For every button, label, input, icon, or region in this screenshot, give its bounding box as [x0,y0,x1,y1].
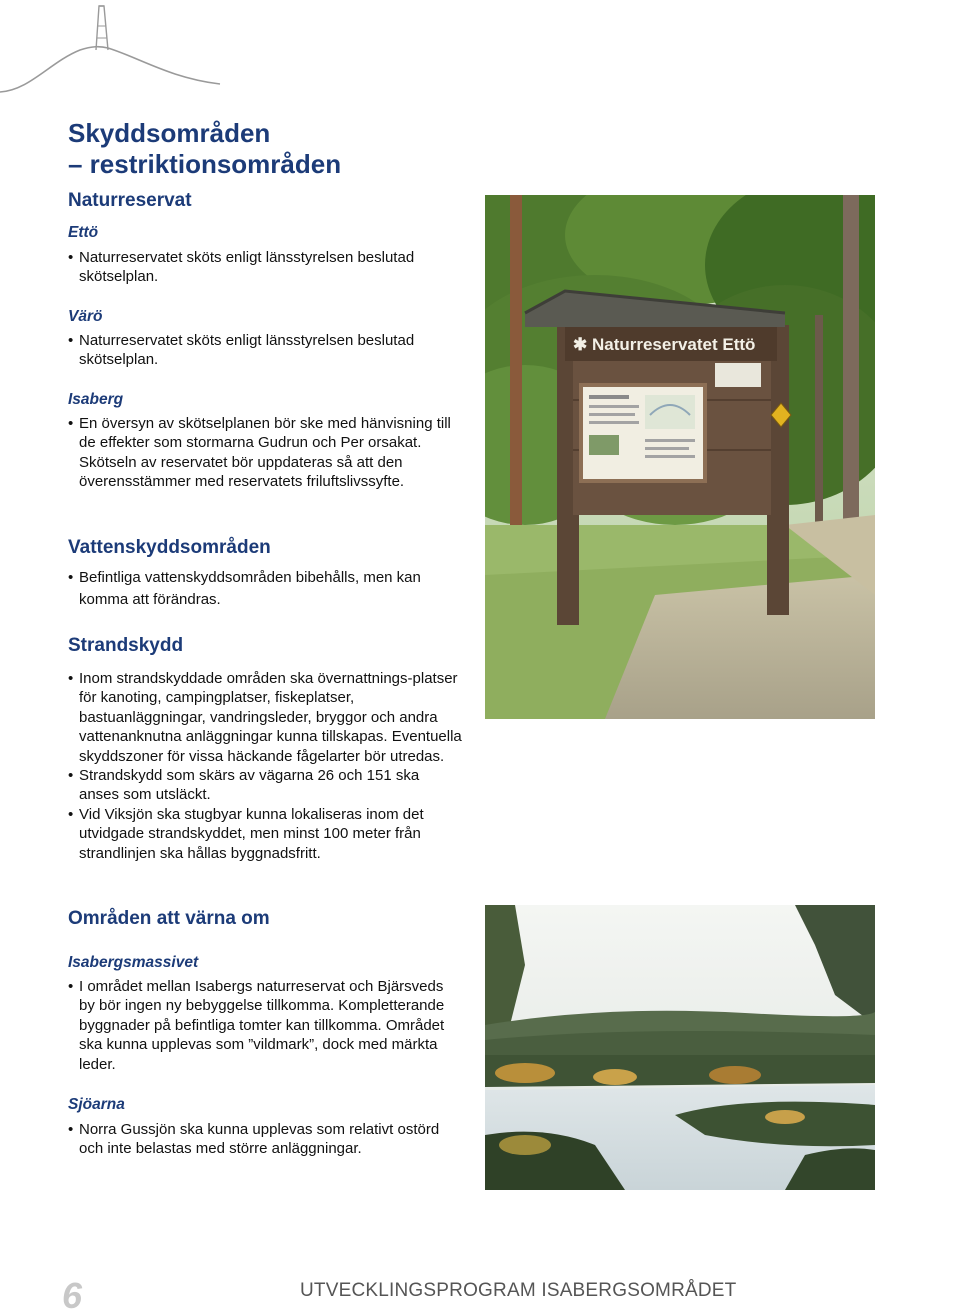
heading-strandskydd: Strandskydd [68,635,184,656]
list-item: • Naturreservatet sköts enligt länsstyrelsen beslutad skötselplan. [68,248,463,287]
heading-vattenskydd: Vattenskyddsområden [68,537,271,558]
heading-isabergsmassivet: Isabergsmassivet [68,954,199,971]
tower-icon [96,6,108,50]
heading-sjoarna: Sjöarna [68,1096,125,1113]
photo-nature-reserve-sign [485,195,875,719]
heading-etto: Ettö [68,224,99,241]
list-isabergsmassivet [68,977,463,1074]
list-item: • I området mellan Isabergs naturreservat och Bjärsveds by bör ingen ny bebyggelse tillkomma. Kompletterande byggnader på befintliga tomter kan tillkomma. Området ska kunna upplevas som ”vildmark”, dock med märkta leder. [68,977,463,1074]
footer-title: UTVECKLINGSPROGRAM ISABERGSOMRÅDET [300,1280,737,1301]
list-item: • Inom strandskyddade områden ska övernattnings-platser för kanoting, campingplatser, fiskeplatser, bastuanläggningar, vandringsleder, bryggor och andra vattenanknutna anläggningar kunna tillskapas. Eventuella skyddszoner för vissa häckande fågelarter bör utredas. [68,669,463,766]
page-title-line2: – restriktionsområden [68,149,342,179]
list-strandskydd [68,669,463,863]
list-vattenskydd [68,567,463,611]
photo-lake-landscape [485,905,875,1190]
list-item: • Befintliga vattenskyddsområden bibehålls, men kan komma att förändras. [68,567,463,611]
list-item: • En översyn av skötselplanen bör ske med hänvisning till de effekter som stormarna Gudrun och Per orsakat. Skötseln av reservatet bör uppdateras så att den överensstämmer med reservatets friluftslivssyfte. [68,414,463,492]
list-item: • Vid Viksjön ska stugbyar kunna lokaliseras inom det utvidgade strandskyddet, men minst 100 meter från strandlinjen ska hållas byggnadsfritt. [68,805,463,863]
list-etto [68,248,463,287]
page-title [68,118,341,180]
isaberg-logo [0,0,960,100]
sign-title: ✱ Naturreservatet Ettö [573,335,756,354]
heading-isaberg: Isaberg [68,391,124,408]
list-item: • Naturreservatet sköts enligt länsstyrelsen beslutad skötselplan. [68,331,463,370]
heading-naturreservat: Naturreservat [68,190,192,211]
list-item: • Strandskydd som skärs av vägarna 26 och 151 ska anses som utsläckt. [68,766,463,805]
list-varo [68,331,463,370]
list-item: • Norra Gussjön ska kunna upplevas som relativt ostörd och inte belastas med större anläggningar. [68,1120,463,1159]
page-number: 6 [62,1275,83,1316]
list-isaberg [68,414,463,492]
heading-omraden: Områden att värna om [68,908,270,929]
page-title-line1: Skyddsområden [68,118,271,148]
heading-varo: Värö [68,308,103,325]
list-sjoarna [68,1120,463,1159]
hill-outline [0,47,220,92]
